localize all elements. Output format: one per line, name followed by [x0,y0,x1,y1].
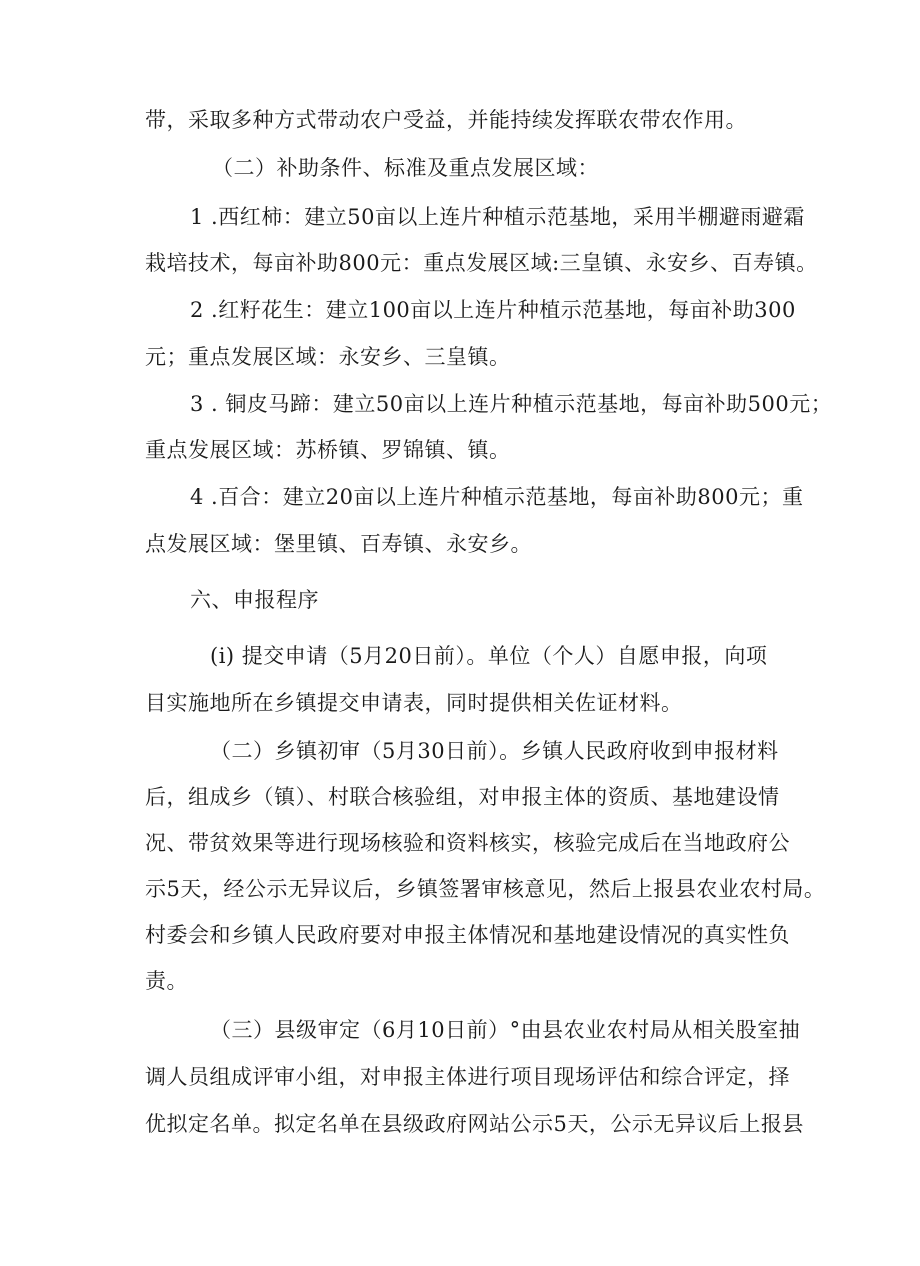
text-line: 调人员组成评审小组，对申报主体进行项目现场评估和综合评定，择 [145,1065,790,1089]
text-line: 点发展区域：堡里镇、百寿镇、永安乡。 [145,532,532,556]
text-line: 带，采取多种方式带动农户受益，并能持续发挥联农带农作用。 [145,108,747,132]
text-line: 3 . 铜皮马蹄：建立50亩以上连片种植示范基地，每亩补助500元； [190,392,833,416]
text-line: (i) 提交申请（5月20日前）。单位（个人）自愿申报，向项 [210,644,768,668]
text-line: 重点发展区域：苏桥镇、罗锦镇、镇。 [145,438,511,462]
text-line: 村委会和乡镇人民政府要对申报主体情况和基地建设情况的真实性负 [145,923,790,947]
text-line: 2 .红籽花生：建立100亩以上连片种植示范基地，每亩补助300 [190,298,796,322]
text-line: 示5天，经公示无异议后，乡镇签署审核意见，然后上报县农业农村局。 [145,877,826,901]
text-line: 元；重点发展区域：永安乡、三皇镇。 [145,345,511,369]
text-line: 1 .西红柿：建立50亩以上连片种植示范基地，采用半棚避雨避霜 [190,205,805,229]
text-line: 4 .百合：建立20亩以上连片种植示范基地，每亩补助800元；重 [190,485,804,509]
text-line: 优拟定名单。拟定名单在县级政府网站公示5天，公示无异议后上报县 [145,1112,804,1136]
text-line: （三）县级审定（6月10日前）°由县农业农村局从相关股室抽 [210,1018,801,1042]
text-line: 后，组成乡（镇）、村联合核验组，对申报主体的资质、基地建设情 [145,785,780,809]
section-heading: （二）补助条件、标准及重点发展区域： [212,156,599,180]
text-line: 责。 [145,969,188,993]
section-heading: 六、申报程序 [190,588,319,612]
text-line: 况、带贫效果等进行现场核验和资料核实，核验完成后在当地政府公 [145,831,790,855]
text-line: 目实施地所在乡镇提交申请表，同时提供相关佐证材料。 [145,691,683,715]
text-line: 栽培技术，每亩补助800元：重点发展区域:三皇镇、永安乡、百寿镇。 [145,251,818,275]
text-line: （二）乡镇初审（5月30日前）。乡镇人民政府收到申报材料 [210,739,779,763]
